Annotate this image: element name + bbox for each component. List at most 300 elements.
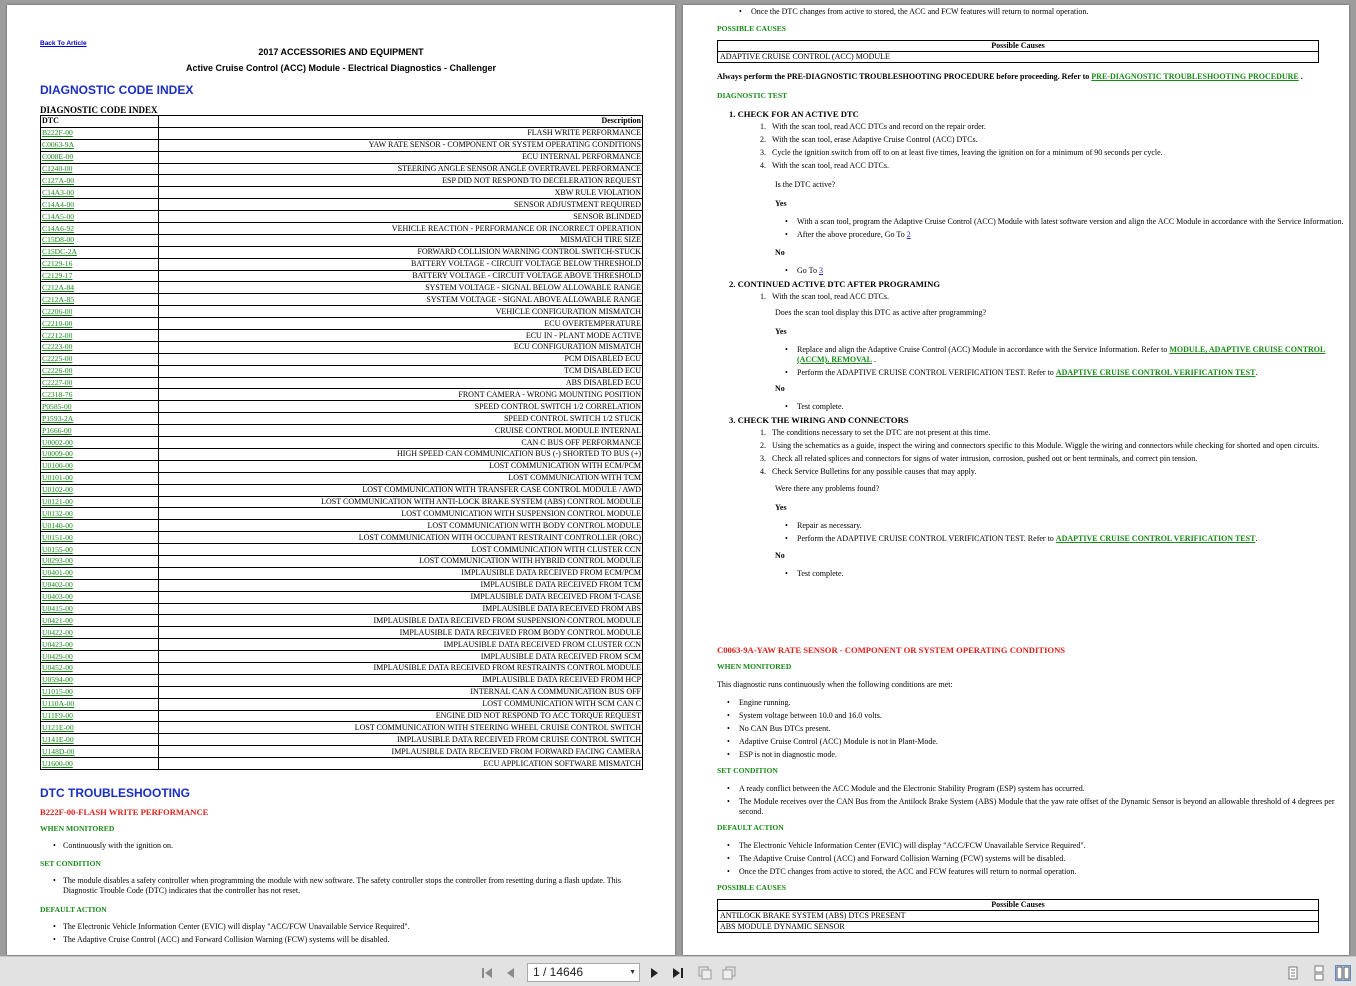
list-item: • Adaptive Cruise Control (ACC) Module is not in Plant-Mode. xyxy=(727,737,1345,747)
dtc-description-cell: IMPLAUSIBLE DATA RECEIVED FROM FORWARD FACING CAMERA xyxy=(159,746,643,758)
dtc-description-cell: ENGINE DID NOT RESPOND TO ACC TORQUE REQUEST xyxy=(159,710,643,722)
dtc-description-cell: IMPLAUSIBLE DATA RECEIVED FROM BODY CONTROL MODULE xyxy=(159,627,643,639)
doc-title: 2017 ACCESSORIES AND EQUIPMENT xyxy=(258,47,424,57)
dtc-code-cell xyxy=(41,139,159,151)
monitor-intro: This diagnostic runs continuously when the following conditions are met: xyxy=(717,680,953,689)
table-row xyxy=(41,674,643,686)
dtc-code-link[interactable]: U110A-00 xyxy=(42,699,75,709)
dtc-description-cell: SYSTEM VOLTAGE - SIGNAL BELOW ALLOWABLE RANGE xyxy=(159,282,643,294)
list-item: Check all related splices and connectors for signs of water intrusion, corrosion, pushed out or bent terminals, and correct pin tension. xyxy=(772,454,1198,463)
dtc-code-link[interactable]: U0423-00 xyxy=(42,639,73,649)
dtc-code-link[interactable]: U141E-00 xyxy=(42,734,74,744)
dtc-code-link[interactable]: C2210-00 xyxy=(42,318,73,328)
table-row xyxy=(41,223,643,235)
yes-label: Yes xyxy=(775,503,787,512)
dtc-heading-b222f: B222F-00-FLASH WRITE PERFORMANCE xyxy=(40,807,209,817)
dtc-description-cell: STEERING ANGLE SENSOR ANGLE OVERTRAVEL PERFORMANCE xyxy=(159,163,643,175)
dtc-description-cell: ECU CONFIGURATION MISMATCH xyxy=(159,341,643,353)
dtc-code-link[interactable]: C15D8-00 xyxy=(42,235,75,245)
page-number-value: 1 / 14646 xyxy=(533,965,584,979)
table-row xyxy=(41,651,643,663)
question-text: Does the scan tool display this DTC as active after programming? xyxy=(775,308,987,317)
dtc-code-cell xyxy=(41,234,159,246)
index-heading: DIAGNOSTIC CODE INDEX xyxy=(40,83,194,97)
doc-subtitle: Active Cruise Control (ACC) Module - Electrical Diagnostics - Challenger xyxy=(185,63,497,73)
dtc-code-link[interactable]: C15DC-2A xyxy=(42,247,78,257)
dtc-code-link[interactable]: C212A-84 xyxy=(42,282,75,292)
table-row xyxy=(41,270,643,282)
table-row xyxy=(41,258,643,270)
dtc-index-table xyxy=(40,115,643,770)
dtc-code-link[interactable]: C1240-00 xyxy=(42,164,73,174)
dtc-code-link[interactable]: U0155-00 xyxy=(42,544,73,554)
dtc-code-cell xyxy=(41,318,159,330)
dtc-code-link[interactable]: P0585-00 xyxy=(42,401,72,411)
diagnostic-steps: 1. CHECK FOR AN ACTIVE DTC 1. With the scan tool, read ACC DTCs and record on the repair order. 2. With the scan tool, erase Adaptive Cruise Control (ACC) DTCs. 3. Cycle the ignition switch from off to on at least five times, leaving the ignition on for a minimum of 90 seconds per cycle. 4. With the scan tool, read ACC DTCs. Is the DTC active? Yes • With a scan tool, program the Adaptive Cruise Control (ACC) Module with latest software version and align the ACC Module in accordance with the Service Information. • After the above procedure, Go To 2 No • Go To 3 2. CONTINUED ACTIVE DTC AFTER PROGRAMING 1. With the scan tool, read ACC DTCs. Does the scan tool display this DTC as active after programming? Yes • Replace and align the Adaptive Cruise Control (ACC) Module in accordance with the Service Information. Refer to MODULE, ADAPTIVE CRUISE CONTROL (ACCM), REMOVAL . • Perform the ADAPTIVE CRUISE CONTROL VERIFICATION TEST. Refer to ADAPTIVE CRUISE CONTROL VERIFICATION TEST. No • Test complete. 3. CHECK THE WIRING AND CONNECTORS 1. The conditions necessary to set the DTC are not present at this time. 2. Using the schematics as a guide, inspect the wiring and connectors specific to this Module. Wiggle the wiring and connectors while checking for shorted and open circuits. 3. Check all related splices and connectors for signs of water intrusion, corrosion, pushed out or bent terminals, and correct pin tension. 4. Check Service Bulletins for any possible causes that may apply. Were there any problems found? Yes • Repair as necessary. • Perform the ADAPTIVE CRUISE CONTROL VERIFICATION TEST. Refer to ADAPTIVE CRUISE CONTROL VERIFICATION TEST. No • Test complete. xyxy=(729,109,1345,579)
dtc-code-link[interactable]: U0132-00 xyxy=(42,508,73,518)
dtc-code-link[interactable]: C008E-00 xyxy=(42,152,74,162)
dtc-description-cell: LOST COMMUNICATION WITH ANTI-LOCK BRAKE SYSTEM (ABS) CONTROL MODULE xyxy=(159,496,643,508)
table-row xyxy=(41,603,643,615)
list-item: With the scan tool, read ACC DTCs. xyxy=(772,161,889,170)
dtc-code-cell xyxy=(41,579,159,591)
list-item: • Replace and align the Adaptive Cruise Control (ACC) Module in accordance with the Service Information. Refer to MODULE, ADAPTIVE CRUISE CONTROL (ACCM), REMOVAL . xyxy=(785,345,1345,365)
list-item: • After the above procedure, Go To 2 xyxy=(785,230,1345,240)
dtc-code-link[interactable]: C2129-16 xyxy=(42,259,73,269)
dtc-code-cell xyxy=(41,532,159,544)
two-page-icon[interactable] xyxy=(1335,965,1351,981)
table-row xyxy=(41,341,643,353)
dtc-description-cell: IMPLAUSIBLE DATA RECEIVED FROM CRUISE CONTROL SWITCH xyxy=(159,734,643,746)
dtc-description-cell: TCM DISABLED ECU xyxy=(159,365,643,377)
dtc-code-cell xyxy=(41,246,159,258)
dtc-description-cell: SENSOR BLINDED xyxy=(159,211,643,223)
dtc-code-link[interactable]: C2318-76 xyxy=(42,389,73,399)
page-left xyxy=(7,5,675,955)
col-desc-header: Description xyxy=(159,116,643,128)
dtc-code-cell xyxy=(41,353,159,365)
list-item: • Once the DTC changes from active to stored, the ACC and FCW features will return to normal operation. xyxy=(727,867,1345,877)
copy-icon[interactable] xyxy=(697,965,713,981)
dtc-code-cell xyxy=(41,567,159,579)
table-row xyxy=(41,163,643,175)
table-row xyxy=(41,508,643,520)
dtc-description-cell: IMPLAUSIBLE DATA RECEIVED FROM RESTRAINTS CONTROL MODULE xyxy=(159,662,643,674)
dtc-code-link[interactable]: P1666-00 xyxy=(42,425,72,435)
table-row xyxy=(41,520,643,532)
list-item: With the scan tool, erase Adaptive Cruise Control (ACC) DTCs. xyxy=(772,135,978,144)
default-action-label: DEFAULT ACTION xyxy=(40,905,107,914)
dtc-code-link[interactable]: C2225-00 xyxy=(42,354,73,364)
dtc-code-link[interactable]: C14A4-00 xyxy=(42,199,75,209)
list-item: • Test complete. xyxy=(785,402,1345,412)
dtc-code-cell xyxy=(41,472,159,484)
dtc-code-link[interactable]: U148D-00 xyxy=(42,746,75,756)
table-row xyxy=(41,151,643,163)
table-row xyxy=(41,139,643,151)
question-text: Is the DTC active? xyxy=(775,180,836,189)
dtc-code-link[interactable]: U0293-00 xyxy=(42,556,73,566)
dtc-description-cell: VEHICLE REACTION - PERFORMANCE OR INCORRECT OPERATION xyxy=(159,223,643,235)
dtc-description-cell: IMPLAUSIBLE DATA RECEIVED FROM SCM xyxy=(159,651,643,663)
possible-causes-label: POSSIBLE CAUSES xyxy=(717,883,787,892)
dtc-code-link[interactable]: U1015-00 xyxy=(42,687,73,697)
dtc-code-link[interactable]: C212A-85 xyxy=(42,294,75,304)
dtc-description-cell: LOST COMMUNICATION WITH SCM CAN C xyxy=(159,698,643,710)
dtc-code-cell xyxy=(41,401,159,413)
possible-causes-label: POSSIBLE CAUSES xyxy=(717,24,787,33)
list-item: Cycle the ignition switch from off to on at least five times, leaving the ignition on for a minimum of 90 seconds per cycle. xyxy=(772,148,1163,157)
dtc-code-cell xyxy=(41,734,159,746)
dtc-description-cell: BATTERY VOLTAGE - CIRCUIT VOLTAGE BELOW THRESHOLD xyxy=(159,258,643,270)
dtc-description-cell: LOST COMMUNICATION WITH BODY CONTROL MODULE xyxy=(159,520,643,532)
table-row xyxy=(41,639,643,651)
table-row xyxy=(41,282,643,294)
troubleshooting-heading: DTC TROUBLESHOOTING xyxy=(40,786,190,800)
dtc-description-cell: IMPLAUSIBLE DATA RECEIVED FROM TCM xyxy=(159,579,643,591)
list-item: • No CAN Bus DTCs present. xyxy=(727,724,1345,734)
dtc-code-link[interactable]: C14A6-92 xyxy=(42,223,75,233)
dtc-code-cell xyxy=(41,270,159,282)
dtc-code-link[interactable]: C14A5-00 xyxy=(42,211,75,221)
when-monitored-label: WHEN MONITORED xyxy=(40,824,115,833)
dtc-description-cell: IMPLAUSIBLE DATA RECEIVED FROM T-CASE xyxy=(159,591,643,603)
dtc-description-cell: LOST COMMUNICATION WITH TCM xyxy=(159,472,643,484)
dtc-code-link[interactable]: U0594-00 xyxy=(42,675,73,685)
dtc-code-cell xyxy=(41,603,159,615)
list-item: • The Adaptive Cruise Control (ACC) and Forward Collision Warning (FCW) systems will be disabled. xyxy=(40,935,652,945)
dtc-code-link[interactable]: U1600-00 xyxy=(42,758,73,768)
step-1-title: 1. CHECK FOR AN ACTIVE DTC xyxy=(729,109,859,119)
dtc-code-cell xyxy=(41,151,159,163)
table-row xyxy=(41,330,643,342)
list-item: • Go To 3 xyxy=(785,266,1345,276)
chevron-down-icon: ▼ xyxy=(629,969,636,976)
set-condition-label: SET CONDITION xyxy=(717,766,778,775)
dtc-description-cell: PCM DISABLED ECU xyxy=(159,353,643,365)
dtc-code-cell xyxy=(41,187,159,199)
dtc-code-cell xyxy=(41,722,159,734)
dtc-description-cell: VEHICLE CONFIGURATION MISMATCH xyxy=(159,306,643,318)
dtc-description-cell: LOST COMMUNICATION WITH CLUSTER CCN xyxy=(159,544,643,556)
table-row xyxy=(41,532,643,544)
dtc-code-cell xyxy=(41,591,159,603)
dtc-code-link[interactable]: U0422-00 xyxy=(42,627,73,637)
dtc-code-link[interactable]: C2227-00 xyxy=(42,378,73,388)
question-text: Were there any problems found? xyxy=(775,484,880,493)
page-number-select[interactable] xyxy=(527,963,640,982)
table-row xyxy=(41,413,643,425)
dtc-code-cell xyxy=(41,425,159,437)
dtc-description-cell: SPEED CONTROL SWITCH 1/2 CORRELATION xyxy=(159,401,643,413)
list-item: • Perform the ADAPTIVE CRUISE CONTROL VERIFICATION TEST. Refer to ADAPTIVE CRUISE CONTROL VERIFICATION TEST. xyxy=(785,534,1345,544)
table-row xyxy=(41,460,643,472)
table-row xyxy=(41,722,643,734)
list-item: • ESP is not in diagnostic mode. xyxy=(727,750,1345,760)
module-removal-link[interactable]: MODULE, ADAPTIVE CRUISE CONTROL (ACCM), REMOVAL xyxy=(797,345,1326,364)
dtc-description-cell: IMPLAUSIBLE DATA RECEIVED FROM SUSPENSION CONTROL MODULE xyxy=(159,615,643,627)
dtc-code-cell xyxy=(41,294,159,306)
dtc-heading-c0063: C0063-9A-YAW RATE SENSOR - COMPONENT OR SYSTEM OPERATING CONDITIONS xyxy=(717,645,1066,655)
dtc-description-cell: LOST COMMUNICATION WITH STEERING WHEEL CRUISE CONTROL SWITCH xyxy=(159,722,643,734)
dtc-description-cell: LOST COMMUNICATION WITH TRANSFER CASE CONTROL MODULE / AWD xyxy=(159,484,643,496)
dtc-code-link[interactable]: U0140-00 xyxy=(42,520,73,530)
yes-label: Yes xyxy=(775,327,787,336)
dtc-description-cell: SYSTEM VOLTAGE - SIGNAL ABOVE ALLOWABLE RANGE xyxy=(159,294,643,306)
pre-diagnostic-link[interactable]: PRE-DIAGNOSTIC TROUBLESHOOTING PROCEDURE xyxy=(1091,72,1299,81)
table-row xyxy=(41,127,643,139)
table-row xyxy=(41,615,643,627)
table-row xyxy=(41,234,643,246)
verification-test-link[interactable]: ADAPTIVE CRUISE CONTROL VERIFICATION TEST xyxy=(1055,368,1256,377)
cause-cell: ANTILOCK BRAKE SYSTEM (ABS) DTCS PRESENT xyxy=(718,911,1319,922)
table-row xyxy=(41,472,643,484)
list-item: • The module disables a safety controller when programming the module with new software. The safety controller stops the controller from resetting during a flash update. This Diagnostic Trouble Code (DTC) indicates that the controller has not reset. xyxy=(40,876,652,896)
table-row xyxy=(41,484,643,496)
dtc-description-cell: BATTERY VOLTAGE - CIRCUIT VOLTAGE ABOVE THRESHOLD xyxy=(159,270,643,282)
dtc-code-link[interactable]: C14A3-00 xyxy=(42,187,75,197)
verification-test-link[interactable]: ADAPTIVE CRUISE CONTROL VERIFICATION TEST xyxy=(1055,534,1256,543)
dtc-description-cell: IMPLAUSIBLE DATA RECEIVED FROM CLUSTER CCN xyxy=(159,639,643,651)
dtc-code-cell xyxy=(41,282,159,294)
dtc-code-link[interactable]: U0151-00 xyxy=(42,532,73,542)
dtc-code-link[interactable]: U0415-00 xyxy=(42,604,73,613)
list-item: • The Adaptive Cruise Control (ACC) and Forward Collision Warning (FCW) systems will be disabled. xyxy=(727,854,1345,864)
list-item: • System voltage between 10.0 and 16.0 volts. xyxy=(727,711,1345,721)
dtc-code-link[interactable]: C127A-00 xyxy=(42,175,75,185)
page-right xyxy=(683,5,1349,955)
when-monitored-label: WHEN MONITORED xyxy=(717,662,792,671)
dtc-code-link[interactable]: U0102-00 xyxy=(42,485,73,495)
table-row xyxy=(41,627,643,639)
dtc-description-cell: LOST COMMUNICATION WITH HYBRID CONTROL MODULE xyxy=(159,555,643,567)
default-action-label: DEFAULT ACTION xyxy=(717,823,784,832)
list-item: Check Service Bulletins for any possible causes that may apply. xyxy=(772,467,977,476)
dtc-code-link[interactable]: U0452-00 xyxy=(42,663,73,673)
dtc-code-cell xyxy=(41,758,159,770)
table-row xyxy=(41,199,643,211)
dtc-code-cell xyxy=(41,639,159,651)
dtc-description-cell: IMPLAUSIBLE DATA RECEIVED FROM HCP xyxy=(159,674,643,686)
list-item: • Engine running. xyxy=(727,698,1345,708)
dtc-code-cell xyxy=(41,746,159,758)
list-item: Using the schematics as a guide, inspect the wiring and connectors specific to this Module. Wiggle the wiring and connectors while checking for shorted and open circuits. xyxy=(772,441,1320,450)
dtc-code-cell xyxy=(41,686,159,698)
dtc-code-link[interactable]: U121E-00 xyxy=(42,722,74,732)
dtc-description-cell: LOST COMMUNICATION WITH SUSPENSION CONTROL MODULE xyxy=(159,508,643,520)
dtc-code-link[interactable]: C2212-00 xyxy=(42,330,73,340)
list-item: • A ready conflict between the ACC Module and the Electronic Stability Program (ESP) system has occurred. xyxy=(727,784,1345,794)
causes-header: Possible Causes xyxy=(718,41,1319,52)
table-row xyxy=(41,353,643,365)
list-item: • The Electronic Vehicle Information Center (EVIC) will display "ACC/FCW Unavailable Service Required". xyxy=(727,841,1345,851)
causes-header: Possible Causes xyxy=(718,900,1319,911)
list-item: • The Electronic Vehicle Information Center (EVIC) will display "ACC/FCW Unavailable Service Required". xyxy=(40,922,652,932)
dtc-code-link[interactable]: C2226-00 xyxy=(42,366,73,376)
dtc-code-link[interactable]: U0121-00 xyxy=(42,496,73,506)
table-row xyxy=(41,567,643,579)
table-row xyxy=(41,591,643,603)
dtc-code-link[interactable]: B222F-00 xyxy=(42,128,73,138)
dtc-description-cell: MISMATCH TIRE SIZE xyxy=(159,234,643,246)
table-row xyxy=(41,555,643,567)
dtc-code-cell xyxy=(41,330,159,342)
dtc-code-cell xyxy=(41,710,159,722)
no-label: No xyxy=(775,248,785,257)
table-row xyxy=(41,425,643,437)
table-row xyxy=(41,496,643,508)
dtc-code-cell xyxy=(41,460,159,472)
dtc-code-cell xyxy=(41,175,159,187)
no-label: No xyxy=(775,384,785,393)
list-item: • Continuously with the ignition on. xyxy=(40,841,652,851)
dtc-code-link[interactable]: U0402-00 xyxy=(42,580,73,590)
dtc-code-cell xyxy=(41,674,159,686)
dtc-code-cell xyxy=(41,484,159,496)
dtc-description-cell: ABS DISABLED ECU xyxy=(159,377,643,389)
table-row xyxy=(41,365,643,377)
step-3-title: 3. CHECK THE WIRING AND CONNECTORS xyxy=(729,415,909,425)
dtc-description-cell: FLASH WRITE PERFORMANCE xyxy=(159,127,643,139)
goto-step-3-link[interactable]: 3 xyxy=(818,266,823,275)
no-label: No xyxy=(775,551,785,560)
table-row xyxy=(41,175,643,187)
dtc-code-cell xyxy=(41,258,159,270)
continuous-page-icon[interactable] xyxy=(1311,965,1327,981)
table-row xyxy=(41,187,643,199)
dtc-code-link[interactable]: U0101-00 xyxy=(42,473,73,483)
dtc-description-cell: LOST COMMUNICATION WITH ECM/PCM xyxy=(159,460,643,472)
dtc-description-cell: ECU INTERNAL PERFORMANCE xyxy=(159,151,643,163)
dtc-code-cell xyxy=(41,448,159,460)
dtc-description-cell: CAN C BUS OFF PERFORMANCE xyxy=(159,437,643,449)
dtc-code-cell xyxy=(41,223,159,235)
dtc-description-cell: FORWARD COLLISION WARNING CONTROL SWITCH-STUCK xyxy=(159,246,643,258)
dtc-code-link[interactable]: C2129-17 xyxy=(42,271,73,281)
prev-page-icon[interactable] xyxy=(503,965,519,981)
dtc-description-cell: HIGH SPEED CAN COMMUNICATION BUS (-) SHORTED TO BUS (+) xyxy=(159,448,643,460)
table-row xyxy=(41,710,643,722)
dtc-code-cell xyxy=(41,163,159,175)
dtc-code-cell xyxy=(41,199,159,211)
first-page-icon[interactable] xyxy=(479,965,495,981)
dtc-code-cell xyxy=(41,496,159,508)
dtc-description-cell: FRONT CAMERA - WRONG MOUNTING POSITION xyxy=(159,389,643,401)
index-caption: DIAGNOSTIC CODE INDEX xyxy=(40,105,158,115)
dtc-code-cell xyxy=(41,389,159,401)
dtc-code-link[interactable]: U0429-00 xyxy=(42,651,73,661)
dtc-code-cell xyxy=(41,555,159,567)
next-page-icon[interactable] xyxy=(646,965,662,981)
single-page-icon[interactable] xyxy=(1285,965,1301,981)
dtc-description-cell: SPEED CONTROL SWITCH 1/2 STUCK xyxy=(159,413,643,425)
dtc-code-link[interactable]: U0100-00 xyxy=(42,461,73,471)
possible-causes-table xyxy=(717,899,1319,933)
diagnostic-test-label: DIAGNOSTIC TEST xyxy=(717,91,788,100)
dtc-code-link[interactable]: U0002-00 xyxy=(42,437,73,447)
set-condition-label: SET CONDITION xyxy=(40,859,101,868)
list-item: • Test complete. xyxy=(785,569,1345,579)
yes-label: Yes xyxy=(775,199,787,208)
dtc-description-cell: YAW RATE SENSOR - COMPONENT OR SYSTEM OPERATING CONDITIONS xyxy=(159,139,643,151)
table-row xyxy=(41,544,643,556)
dtc-description-cell: ECU OVERTEMPERATURE xyxy=(159,318,643,330)
dtc-code-link[interactable]: U11F9-00 xyxy=(42,711,73,721)
table-row xyxy=(41,318,643,330)
step-2-title: 2. CONTINUED ACTIVE DTC AFTER PROGRAMING xyxy=(729,279,941,289)
dtc-code-cell xyxy=(41,377,159,389)
dtc-code-link[interactable]: U0403-00 xyxy=(42,592,73,602)
cause-cell: ADAPTIVE CRUISE CONTROL (ACC) MODULE xyxy=(718,52,1319,63)
dtc-code-cell xyxy=(41,437,159,449)
cause-cell: ABS MODULE DYNAMIC SENSOR xyxy=(718,922,1319,933)
table-row xyxy=(41,448,643,460)
dtc-description-cell: CRUISE CONTROL MODULE INTERNAL xyxy=(159,425,643,437)
back-to-article-link[interactable]: Back To Article xyxy=(40,40,87,47)
dtc-code-cell xyxy=(41,127,159,139)
viewer-toolbar xyxy=(0,956,1356,986)
dtc-code-cell xyxy=(41,365,159,377)
dtc-description-cell: IMPLAUSIBLE DATA RECEIVED FROM ECM/PCM xyxy=(159,567,643,579)
last-page-icon[interactable] xyxy=(670,965,686,981)
table-row xyxy=(41,246,643,258)
table-row xyxy=(41,389,643,401)
dtc-code-link[interactable]: U0421-00 xyxy=(42,615,73,625)
dtc-code-cell xyxy=(41,651,159,663)
dtc-code-cell xyxy=(41,306,159,318)
dtc-description-cell: LOST COMMUNICATION WITH OCCUPANT RESTRAINT CONTROLLER (ORC) xyxy=(159,532,643,544)
copy-alt-icon[interactable] xyxy=(721,965,737,981)
list-item: With the scan tool, read ACC DTCs. xyxy=(772,292,889,301)
table-row xyxy=(41,734,643,746)
table-row xyxy=(41,579,643,591)
list-item: • With a scan tool, program the Adaptive Cruise Control (ACC) Module with latest software version and align the ACC Module in accordance with the Service Information. xyxy=(785,217,1345,227)
dtc-code-link[interactable]: C2206-00 xyxy=(42,306,73,316)
list-item: With the scan tool, read ACC DTCs and record on the repair order. xyxy=(772,122,986,131)
table-row xyxy=(41,401,643,413)
dtc-description-cell: ECU IN - PLANT MODE ACTIVE xyxy=(159,330,643,342)
dtc-code-link[interactable]: C2223-00 xyxy=(42,342,73,352)
dtc-description-cell: ESP DID NOT RESPOND TO DECELERATION REQUEST xyxy=(159,175,643,187)
dtc-code-link[interactable]: P1593-2A xyxy=(42,413,74,423)
dtc-description-cell: ECU APPLICATION SOFTWARE MISMATCH xyxy=(159,758,643,770)
table-row xyxy=(41,211,643,223)
dtc-description-cell: INTERNAL CAN A COMMUNICATION BUS OFF xyxy=(159,686,643,698)
table-row xyxy=(41,377,643,389)
table-row xyxy=(41,294,643,306)
pre-diagnostic-note: Always perform the PRE-DIAGNOSTIC TROUBLESHOOTING PROCEDURE before proceeding. Refer to PRE-DIAGNOSTIC TROUBLESHOOTING PROCEDURE . xyxy=(717,72,1303,81)
dtc-code-cell xyxy=(41,698,159,710)
col-dtc-header: DTC xyxy=(41,116,159,128)
list-item: • Once the DTC changes from active to stored, the ACC and FCW features will return to normal operation. xyxy=(739,7,1345,17)
possible-causes-table xyxy=(717,40,1319,63)
dtc-code-cell xyxy=(41,413,159,425)
table-header-row xyxy=(41,116,643,128)
dtc-code-cell xyxy=(41,662,159,674)
dtc-code-link[interactable]: U0009-00 xyxy=(42,449,73,459)
dtc-code-link[interactable]: C0063-9A xyxy=(42,140,75,150)
dtc-code-cell xyxy=(41,508,159,520)
dtc-code-cell xyxy=(41,615,159,627)
table-row xyxy=(41,698,643,710)
table-row xyxy=(41,746,643,758)
dtc-description-cell: IMPLAUSIBLE DATA RECEIVED FROM ABS xyxy=(159,603,643,615)
dtc-code-link[interactable]: U0401-00 xyxy=(42,568,73,578)
list-item: • Repair as necessary. xyxy=(785,521,1345,531)
goto-step-2-link[interactable]: 2 xyxy=(906,230,911,239)
dtc-description-cell: SENSOR ADJUSTMENT REQUIRED xyxy=(159,199,643,211)
dtc-description-cell: XBW RULE VIOLATION xyxy=(159,187,643,199)
